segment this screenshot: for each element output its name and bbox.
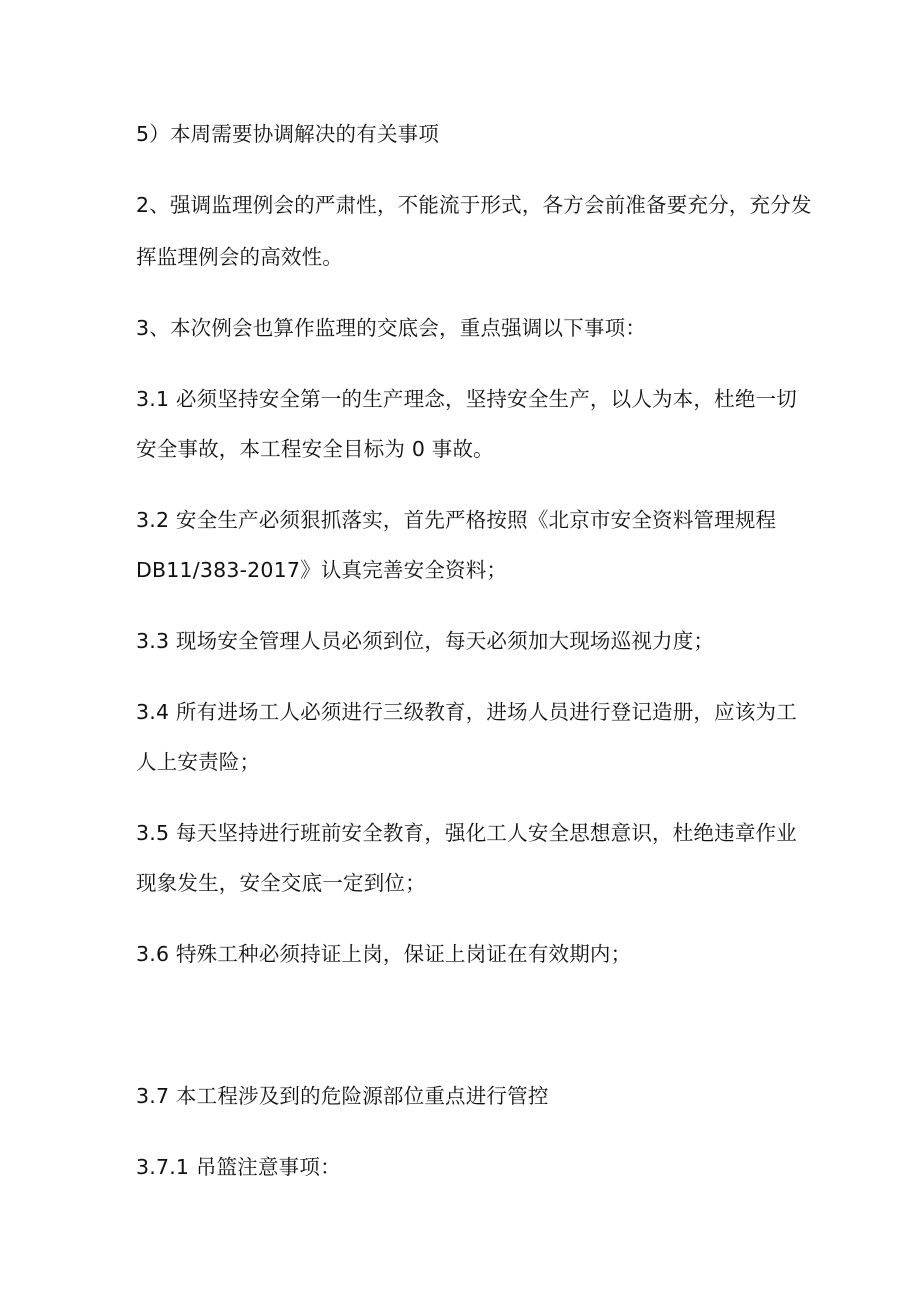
item-3-4-line-2: 人上安责险； — [136, 750, 261, 774]
item-3-7-1: 3.7.1 吊篮注意事项： — [136, 1155, 341, 1179]
item-3-5-line-1: 3.5 每天坚持进行班前安全教育，强化工人安全思想意识，杜绝违章作业 — [136, 821, 797, 845]
item-3-1-line-2: 安全事故，本工程安全目标为 0 事故。 — [136, 437, 494, 461]
item-3-7: 3.7 本工程涉及到的危险源部位重点进行管控 — [136, 1084, 549, 1108]
item-3-6: 3.6 特殊工种必须持证上岗，保证上岗证在有效期内； — [136, 942, 632, 966]
item-3-4-line-1: 3.4 所有进场工人必须进行三级教育，进场人员进行登记造册，应该为工 — [136, 700, 797, 724]
item-3-3: 3.3 现场安全管理人员必须到位，每天必须加大现场巡视力度； — [136, 629, 715, 653]
paragraph-3: 3、本次例会也算作监理的交底会，重点强调以下事项： — [136, 316, 647, 340]
paragraph-2-line-1: 2、强调监理例会的严肃性，不能流于形式，各方会前准备要充分，充分发 — [136, 193, 812, 217]
item-3-2-line-2: DB11/383-2017》认真完善安全资料； — [136, 558, 508, 582]
item-5-coordination: 5）本周需要协调解决的有关事项 — [136, 122, 440, 146]
item-3-2-line-1: 3.2 安全生产必须狠抓落实，首先严格按照《北京市安全资料管理规程 — [136, 508, 777, 532]
paragraph-2-line-2: 挥监理例会的高效性。 — [136, 245, 343, 269]
item-3-5-line-2: 现象发生，安全交底一定到位； — [136, 871, 426, 895]
item-3-1-line-1: 3.1 必须坚持安全第一的生产理念，坚持安全生产，以人为本，杜绝一切 — [136, 387, 797, 411]
